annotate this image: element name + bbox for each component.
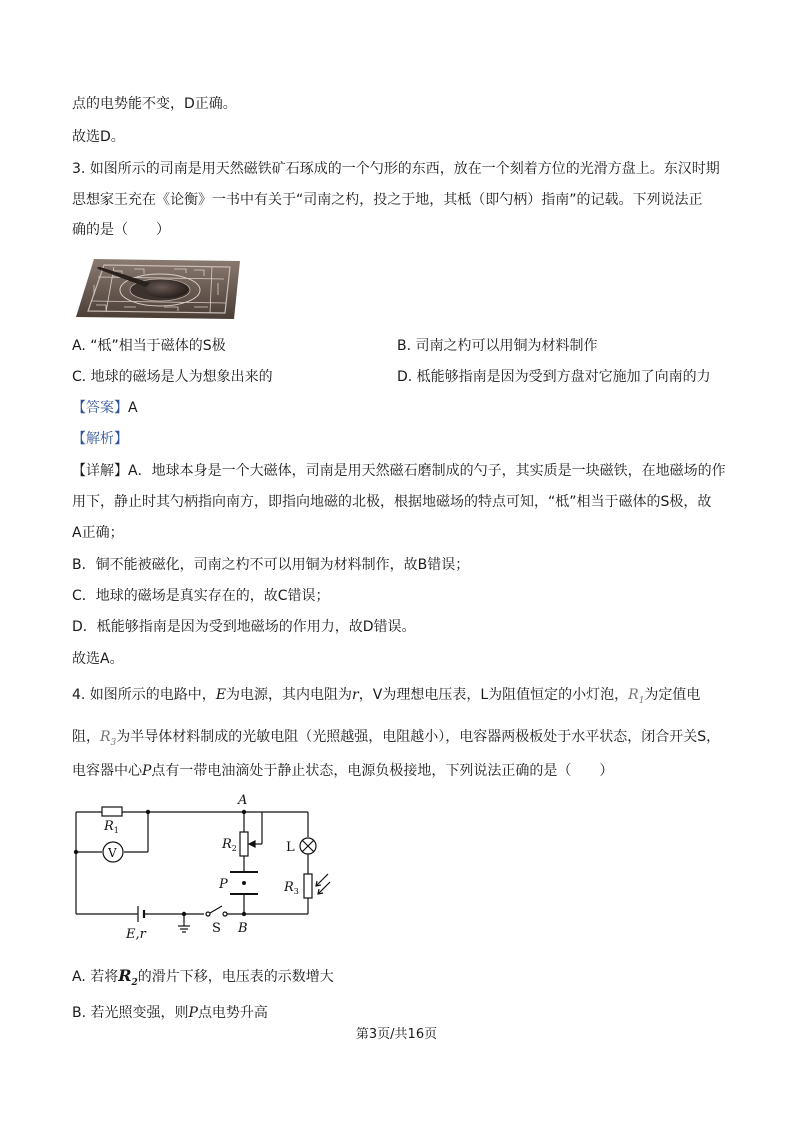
symbol-r1: $R_1$ xyxy=(628,687,645,706)
label-s: S xyxy=(212,921,221,936)
q4-text: 为半导体材料制成的光敏电阻（光照越强，电阻越小），电容器两极板处于水平状态，闭合开关S， xyxy=(116,729,721,745)
label-l: L xyxy=(286,840,295,855)
q4a-text: 的滑片下移，电压表的示数增大 xyxy=(137,969,334,985)
answer-tag: 【答案】 xyxy=(72,400,128,416)
circuit-diagram xyxy=(72,792,332,942)
q4-stem-line1 xyxy=(72,685,700,711)
q4-text: ，V为理想电压表，L为阻值恒定的小灯泡， xyxy=(358,687,629,703)
q3-detail-line1 xyxy=(72,461,726,481)
prev-answer-end: 点的电势能不变，D正确。 xyxy=(72,96,237,112)
q3-answer xyxy=(72,398,138,418)
answer-value: A xyxy=(128,400,138,416)
symbol-e: E xyxy=(215,687,227,703)
page-footer: 第3页/共16页 xyxy=(355,1027,438,1042)
symbol-p: P xyxy=(188,1005,198,1021)
q4-stem-line3 xyxy=(72,761,613,781)
label-a: A xyxy=(238,793,248,808)
detail-text-1: A．地球本身是一个大磁体，司南是用天然磁石磨制成的勺子，其实质是一块磁铁，在地磁场的作 xyxy=(128,463,726,479)
label-r3: $R_3$ xyxy=(284,880,299,896)
q3-analysis-tag xyxy=(72,429,128,449)
q3-stem-line1: 3. 如图所示的司南是用天然磁铁矿石琢成的一个勺形的东西，放在一个刻着方位的光滑方盘上。东汉时期 xyxy=(72,161,720,177)
q3-detail-c: C．地球的磁场是真实存在的，故C错误； xyxy=(72,588,330,604)
q4-option-a xyxy=(72,966,334,993)
q4-text: 4. 如图所示的电路中， xyxy=(72,687,216,703)
q4b-text: B. 若光照变强，则 xyxy=(72,1005,189,1021)
q4a-text: A. 若将 xyxy=(72,969,119,985)
symbol-r3: $R_3$ xyxy=(100,729,117,748)
symbol-r: r xyxy=(352,687,359,703)
q4-text: 为定值电 xyxy=(644,687,701,703)
symbol-r2: $R_2$ xyxy=(118,966,138,989)
label-v: V xyxy=(108,846,117,860)
q3-option-c: C. 地球的磁场是人为想象出来的 xyxy=(72,369,273,385)
q3-option-a: A. “柢”相当于磁体的S极 xyxy=(72,338,226,354)
q4-option-b xyxy=(72,1003,268,1023)
label-r1: $R_1$ xyxy=(104,819,119,835)
q4-stem-line2 xyxy=(72,727,720,753)
label-r2: $R_2$ xyxy=(222,837,237,853)
analysis-tag: 【解析】 xyxy=(72,431,128,447)
prev-choice: 故选D。 xyxy=(72,129,125,145)
q3-choice: 故选A。 xyxy=(72,651,124,667)
q3-detail-d: D．柢能够指南是因为受到地磁场的作用力，故D错误。 xyxy=(72,619,416,635)
q4-text: 阻， xyxy=(72,729,100,745)
q3-option-b: B. 司南之杓可以用铜为材料制作 xyxy=(397,338,598,354)
label-p: P xyxy=(219,877,228,892)
label-b: B xyxy=(238,921,248,936)
q3-detail-line3: A正确； xyxy=(72,525,124,541)
label-er: E,r xyxy=(126,927,146,942)
q3-detail-line2: 用下，静止时其勺柄指向南方，即指向地磁的北极，根据地磁场的特点可知，“柢”相当于磁体的S极，故 xyxy=(72,494,712,510)
detail-tag: 【详解】 xyxy=(72,463,128,479)
q3-option-d: D. 柢能够指南是因为受到方盘对它施加了向南的力 xyxy=(397,369,711,385)
q3-stem-line3: 确的是（ ） xyxy=(72,222,170,238)
q4-text: 点有一带电油滴处于静止状态，电源负极接地，下列说法正确的是（ ） xyxy=(151,763,614,779)
symbol-p: P xyxy=(142,763,152,779)
q4-text: 电容器中心 xyxy=(72,763,142,779)
q4-text: 为电源，其内电阻为 xyxy=(226,687,353,703)
q4b-text: 点电势升高 xyxy=(197,1005,268,1021)
q3-detail-b: B．铜不能被磁化，司南之杓不可以用铜为材料制作，故B错误； xyxy=(72,557,470,573)
q3-stem-line2: 思想家王充在《论衡》一书中有关于“司南之杓，投之于地，其柢（即勺柄）指南”的记载。下列说法正 xyxy=(72,192,703,208)
sinan-compass-image xyxy=(74,255,242,322)
